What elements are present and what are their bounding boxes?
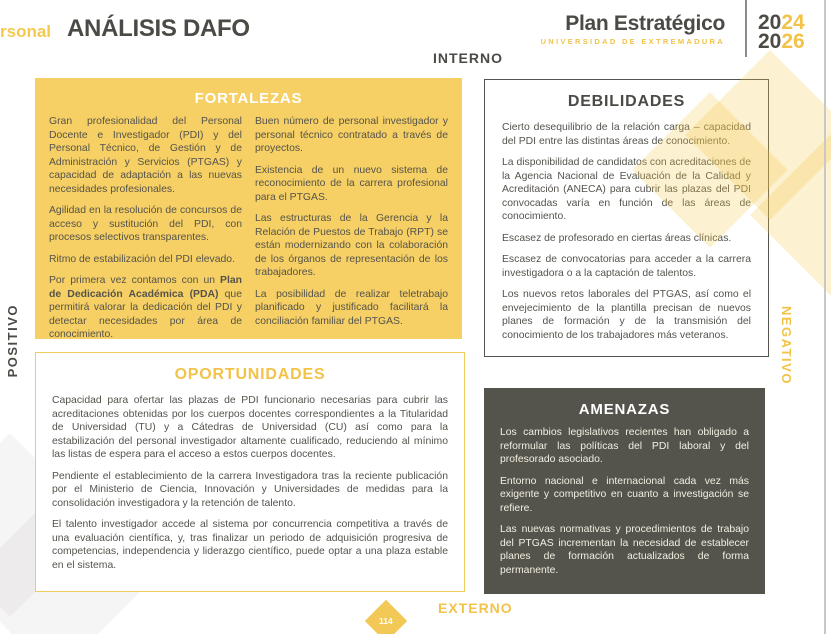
plan-years <box>758 13 805 52</box>
oportunidades-item: Pendiente el establecimiento de la carrera Investigadora tras la reciente publicación por el Ministerio de Ciencia, Innovación y Universidades de medidas para la consolidación investigadora y la retención de talento. <box>52 470 448 509</box>
fortalezas-col-2 <box>255 115 448 339</box>
year-suffix: 26 <box>781 30 805 54</box>
year-prefix: 20 <box>758 11 782 34</box>
quadrant-amenazas <box>484 388 765 594</box>
brand-divider <box>745 0 747 57</box>
fortalezas-title: FORTALEZAS <box>194 90 303 107</box>
page-number: 114 <box>379 616 393 626</box>
fortalezas-col-1 <box>49 115 242 339</box>
axis-label-interno: INTERNO <box>433 50 503 66</box>
axis-label-positivo: POSITIVO <box>5 304 20 378</box>
debilidades-item: Cierto desequilibrio de la relación carga – capacidad del PDI entre las distintas áreas de conocimiento. <box>502 122 751 147</box>
amenazas-item: Los cambios legislativos recientes han obligado a reformular las políticas del PDI laboral y del profesorado asociado. <box>500 427 749 466</box>
axis-label-externo: EXTERNO <box>438 600 513 616</box>
oportunidades-title: OPORTUNIDADES <box>174 366 326 383</box>
page-title: ANÁLISIS DAFO <box>67 15 250 42</box>
brand-name: Plan Estratégico <box>565 12 725 35</box>
oportunidades-item: Capacidad para ofertar las plazas de PDI funcionario necesarias para cubrir las acreditaciones obtenidas por los cuerpos docentes correspondientes a la Titularidad de Universidad (TU) y a Cátedras de Universidad (CU) así como para la estabilización del personal investigador altamente cualificado, reduciendo al mínimo las listas de espera para el acceso a estos cuerpos docentes. <box>52 395 448 461</box>
debilidades-item: Escasez de convocatorias para acceder a la carrera investigadora o a la captación de talentos. <box>502 254 751 279</box>
amenazas-title: AMENAZAS <box>578 401 671 418</box>
section-tag: rsonal <box>0 22 52 41</box>
fortalezas-item: La posibilidad de realizar teletrabajo planificado y justificado facilitará la conciliación familiar del PTGAS. <box>255 288 448 327</box>
fortalezas-item: Agilidad en la resolución de concursos de acceso y sustitución del PDI, con procesos selectivos transparentes. <box>49 205 242 244</box>
fortalezas-item: Buen número de personal investigador y personal técnico contratado a través de proyectos. <box>255 116 448 155</box>
pda-text-pre: Por primera vez contamos con un <box>49 275 221 287</box>
brand-block <box>541 13 725 46</box>
oportunidades-item: El talento investigador accede al sistema por concurrencia competitiva a través de una evaluación científica, y, tras finalizar un periodo de adquisición progresiva de competencias, independencia y liderazgo científico, puede optar a una plaza estable en el sistema. <box>52 519 448 571</box>
year-2026 <box>758 30 805 54</box>
pda-text-post: que permitirá valorar la dedicación del PDI y detectar necesidades por área de conocimiento. <box>49 288 242 339</box>
fortalezas-item <box>49 274 242 339</box>
fortalezas-item: Gran profesionalidad del Personal Docente e Investigador (PDI) y del Personal Técnico, de Gestión y de Administración y Servicios (PTGAS) y capacidad de adaptación a las nuevas necesidades profesionales. <box>49 116 242 195</box>
fortalezas-item: Las estructuras de la Gerencia y la Relación de Puestos de Trabajo (RPT) se están modernizando con la colaboración de los órganos de representación de los trabajadores. <box>255 213 448 279</box>
amenazas-item: Entorno nacional e internacional cada vez más exigente y competitivo en cuanto a investigación se refiere. <box>500 475 749 514</box>
oportunidades-items <box>36 384 464 572</box>
page-number-diamond <box>365 600 407 634</box>
debilidades-item: La disponibilidad de candidatos con acreditaciones de la Agencia Nacional de Evaluación de la Calidad y Acreditación (ANECA) para cubrir las plazas del PDI convocadas varía en función de las áreas de conocimiento. <box>502 157 751 223</box>
axis-label-negativo: NEGATIVO <box>779 306 794 385</box>
quadrant-debilidades <box>484 79 769 357</box>
year-suffix: 24 <box>781 11 805 34</box>
amenazas-items <box>484 418 765 577</box>
pda-text-bold: Plan de Dedicación Académica (PDA) <box>49 275 242 300</box>
quadrant-fortalezas <box>35 78 462 339</box>
debilidades-item: Los nuevos retos laborales del PTGAS, así como el envejecimiento de la plantilla precisan de nuevos planes de formación y de la transmisión del conocimiento de los trabajadores más veteranos. <box>502 289 751 341</box>
amenazas-item: Las nuevas normativas y procedimientos de trabajo del PTGAS incrementan la necesidad de establecer planes de formación actualizados de forma permanente. <box>500 524 749 576</box>
brand-subtitle: UNIVERSIDAD DE EXTREMADURA <box>540 37 725 46</box>
year-prefix: 20 <box>758 30 782 54</box>
right-edge-line <box>824 0 826 634</box>
fortalezas-columns <box>35 107 462 339</box>
debilidades-title: DEBILIDADES <box>567 93 686 110</box>
quadrant-oportunidades <box>35 352 465 592</box>
debilidades-item: Escasez de profesorado en ciertas áreas clínicas. <box>502 232 732 244</box>
fortalezas-item: Ritmo de estabilización del PDI elevado. <box>49 253 235 265</box>
fortalezas-item: Existencia de un nuevo sistema de reconocimiento de la carrera profesional para el PTGAS. <box>255 164 448 203</box>
debilidades-items <box>485 111 768 342</box>
